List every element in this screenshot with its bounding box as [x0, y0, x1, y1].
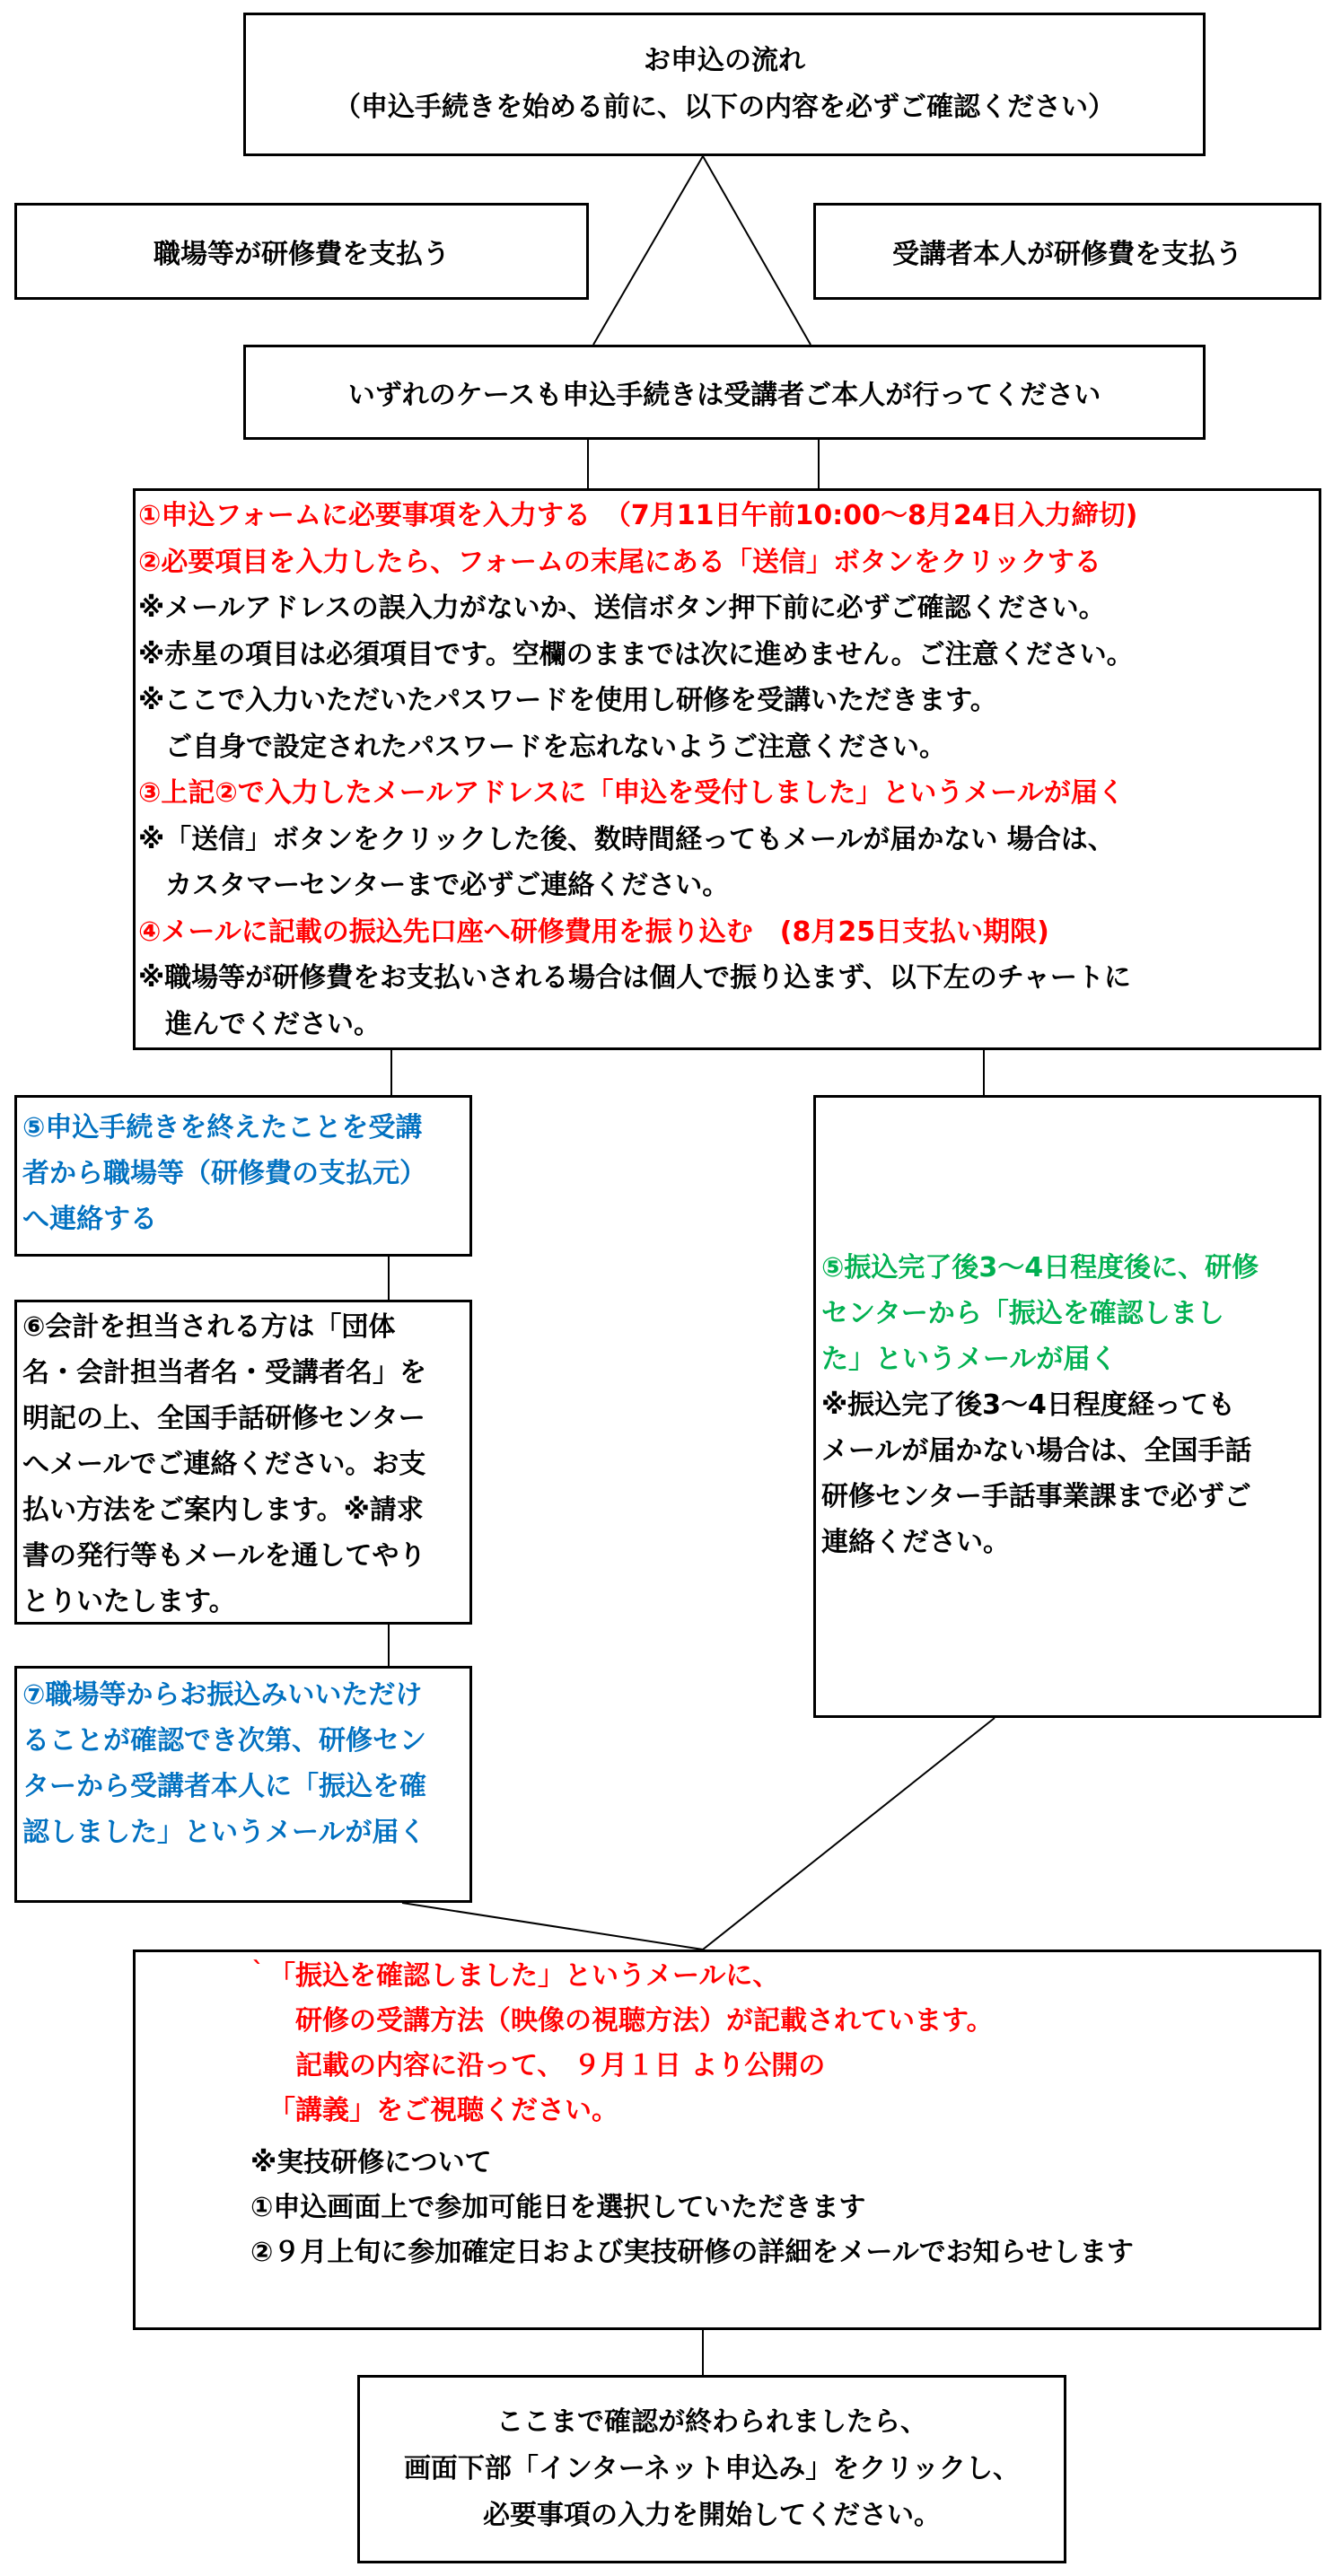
right-note-line: 連絡ください。 — [821, 1527, 1010, 1558]
right-note-line: 研修センター手話事業課まで必ずご — [821, 1481, 1251, 1512]
note-password-1: ※ここで入力いただいたパスワードを使用し研修を受講いただきます。 — [138, 685, 997, 716]
step-2: ②必要項目を入力したら、フォームの末尾にある「送信」ボタンをクリックする — [138, 546, 1101, 578]
note-workplace-2: 進んでください。 — [138, 1008, 381, 1040]
right-step-5-line: センターから「振込を確認しまし — [821, 1298, 1224, 1329]
left-step-7-box — [14, 1666, 472, 1903]
left-step-6-line: 書の発行等もメールを通してやり — [22, 1540, 426, 1572]
self-pays-label: 受講者本人が研修費を支払う — [892, 239, 1242, 270]
final-red-line: 研修の受講方法（映像の視聴方法）が記載されています。 — [268, 2005, 994, 2037]
stray-mark: ` — [252, 1958, 264, 1985]
final-red-line: 記載の内容に沿って、 ９月１日 より公開の — [268, 2050, 826, 2081]
left-step-6-line: とりいたします。 — [22, 1586, 236, 1617]
closing-line: 必要事項の入力を開始してください。 — [483, 2500, 941, 2531]
note-send-1: ※「送信」ボタンをクリックした後、数時間経ってもメールが届かない 場合は、 — [138, 823, 1115, 855]
left-step-5-line: ⑤申込手続きを終えたことを受講 — [22, 1112, 423, 1143]
title-box — [243, 13, 1206, 156]
left-step-5-line: 者から職場等（研修費の支払元） — [22, 1158, 426, 1189]
left-step-6-line: 明記の上、全国手話研修センター — [22, 1403, 425, 1434]
left-step-6-line: 名・会計担当者名・受講者名」を — [22, 1357, 426, 1389]
step-3: ③上記②で入力したメールアドレスに「申込を受付しました」というメールが届く — [138, 777, 1125, 809]
step-1: ①申込フォームに必要事項を入力する （7月11日午前10:00～8月24日入力締切) — [138, 500, 1138, 531]
note-required: ※赤星の項目は必須項目です。空欄のままでは次に進めません。ご注意ください。 — [138, 638, 1134, 670]
final-red-line: 「振込を確認しました」というメールに、 — [268, 1960, 780, 1992]
note-email: ※メールアドレスの誤入力がないか、送信ボタン押下前に必ずご確認ください。 — [138, 592, 1106, 624]
right-step-5-box — [813, 1095, 1321, 1718]
workplace-pays-box — [14, 203, 589, 300]
practical-heading: ※実技研修について — [250, 2147, 492, 2178]
left-step-7-line: 認しました」というメールが届く — [22, 1817, 426, 1848]
right-note-line: ※振込完了後3～4日程度経っても — [821, 1389, 1235, 1421]
left-step-7-line: ターから受講者本人に「振込を確 — [22, 1771, 426, 1802]
left-step-6-line: 払い方法をご案内します。※請求 — [22, 1494, 424, 1526]
note-workplace-1: ※職場等が研修費をお支払いされる場合は個人で振り込まず、以下左のチャートに — [138, 962, 1131, 994]
note-password-2: ご自身で設定されたパスワードを忘れないようご注意ください。 — [138, 731, 946, 763]
note-send-2: カスタマーセンターまで必ずご連絡ください。 — [138, 870, 730, 901]
step-4: ④メールに記載の振込先口座へ研修費用を振り込む (8月25日支払い期限) — [138, 916, 1049, 948]
title-line-1: お申込の流れ — [644, 45, 805, 76]
closing-box — [357, 2375, 1066, 2563]
applicant-note-box — [243, 345, 1206, 440]
main-steps-box — [133, 488, 1321, 1050]
workplace-pays-label: 職場等が研修費を支払う — [153, 239, 450, 270]
applicant-note-text: いずれのケースも申込手続きは受講者ご本人が行ってください — [347, 380, 1101, 411]
left-step-5-line: へ連絡する — [22, 1204, 157, 1235]
left-step-6-line: へメールでご連絡ください。お支 — [22, 1449, 426, 1480]
left-step-6-box — [14, 1300, 472, 1625]
left-step-7-line: ⑦職場等からお振込みいいただけ — [22, 1679, 423, 1711]
final-info-box — [133, 1950, 1321, 2330]
closing-line: ここまで確認が終わられましたら、 — [496, 2406, 927, 2438]
practical-item: ②９月上旬に参加確定日および実技研修の詳細をメールでお知らせします — [250, 2237, 1134, 2268]
left-step-6-line: ⑥会計を担当される方は「団体 — [22, 1311, 396, 1343]
final-red-line: 「講義」をご視聴ください。 — [268, 2095, 618, 2126]
right-step-5-line: た」というメールが届く — [821, 1344, 1118, 1375]
self-pays-box — [813, 203, 1321, 300]
practical-item: ①申込画面上で参加可能日を選択していただきます — [250, 2192, 866, 2223]
right-step-5-line: ⑤振込完了後3～4日程度後に、研修 — [821, 1252, 1259, 1284]
right-note-line: メールが届かない場合は、全国手話 — [821, 1435, 1252, 1467]
title-line-2: （申込手続きを始める前に、以下の内容を必ずご確認ください） — [334, 92, 1115, 123]
left-step-7-line: ることが確認でき次第、研修セン — [22, 1725, 426, 1757]
closing-line: 画面下部「インターネット申込み」をクリックし、 — [403, 2453, 1021, 2484]
left-step-5-box — [14, 1095, 472, 1257]
